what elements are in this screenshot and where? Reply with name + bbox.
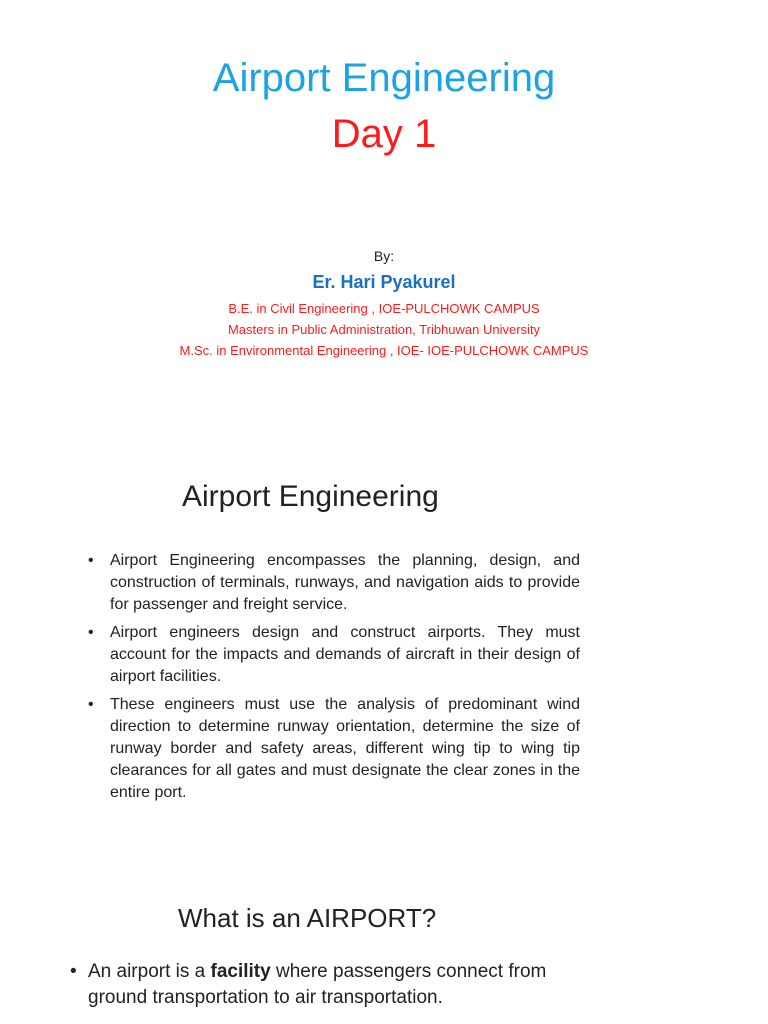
bullet-item — [88, 694, 580, 804]
content-slide — [0, 470, 768, 830]
bullet-icon: • — [70, 961, 77, 982]
bullet-text: Airport engineers design and construct airports. They must account for the impacts and demands of aircraft in their design of airport facilities. — [110, 624, 580, 685]
bullet-item — [88, 622, 580, 688]
author-name: Er. Hari Pyakurel — [312, 272, 456, 292]
bullet-icon: • — [88, 624, 94, 641]
by-label: By: — [373, 248, 395, 264]
bullet-item — [88, 550, 580, 616]
bullet-text: These engineers must use the analysis of predominant wind direction to determine runway orientation, determine the size of runway border and safety areas, different wing tip to wing tip clearances for all gates and must designate the clear zones in the entire port. — [110, 696, 580, 801]
bullet-icon: • — [88, 696, 94, 713]
bullet-text: Airport Engineering encompasses the planning, design, and construction of terminals, runways, and navigation aids to provide for passenger and freight service. — [110, 552, 580, 613]
slide-heading: What is an AIRPORT? — [178, 903, 437, 933]
bullet-icon: • — [88, 552, 94, 569]
content-slide — [0, 895, 768, 1024]
slide-subtitle: Day 1 — [331, 112, 437, 156]
bullet-text-start: An airport is a — [88, 961, 211, 982]
bullet-text-emphasis: facility — [210, 961, 271, 982]
slide-title: Airport Engineering — [212, 56, 556, 100]
qualification-line: Masters in Public Administration, Tribhuwan University — [227, 322, 541, 337]
qualification-line: M.Sc. in Environmental Engineering , IOE- IOE-PULCHOWK CAMPUS — [179, 343, 589, 358]
bullet-list — [88, 550, 580, 810]
bullet-item — [70, 959, 590, 1011]
slide-heading: Airport Engineering — [182, 480, 439, 513]
bullet-text — [70, 959, 590, 1011]
title-slide — [0, 0, 768, 410]
bullet-text-end: where passengers connect from ground transportation to air transportation. — [88, 961, 547, 1008]
qualification-line: B.E. in Civil Engineering , IOE-PULCHOWK CAMPUS — [228, 301, 540, 316]
